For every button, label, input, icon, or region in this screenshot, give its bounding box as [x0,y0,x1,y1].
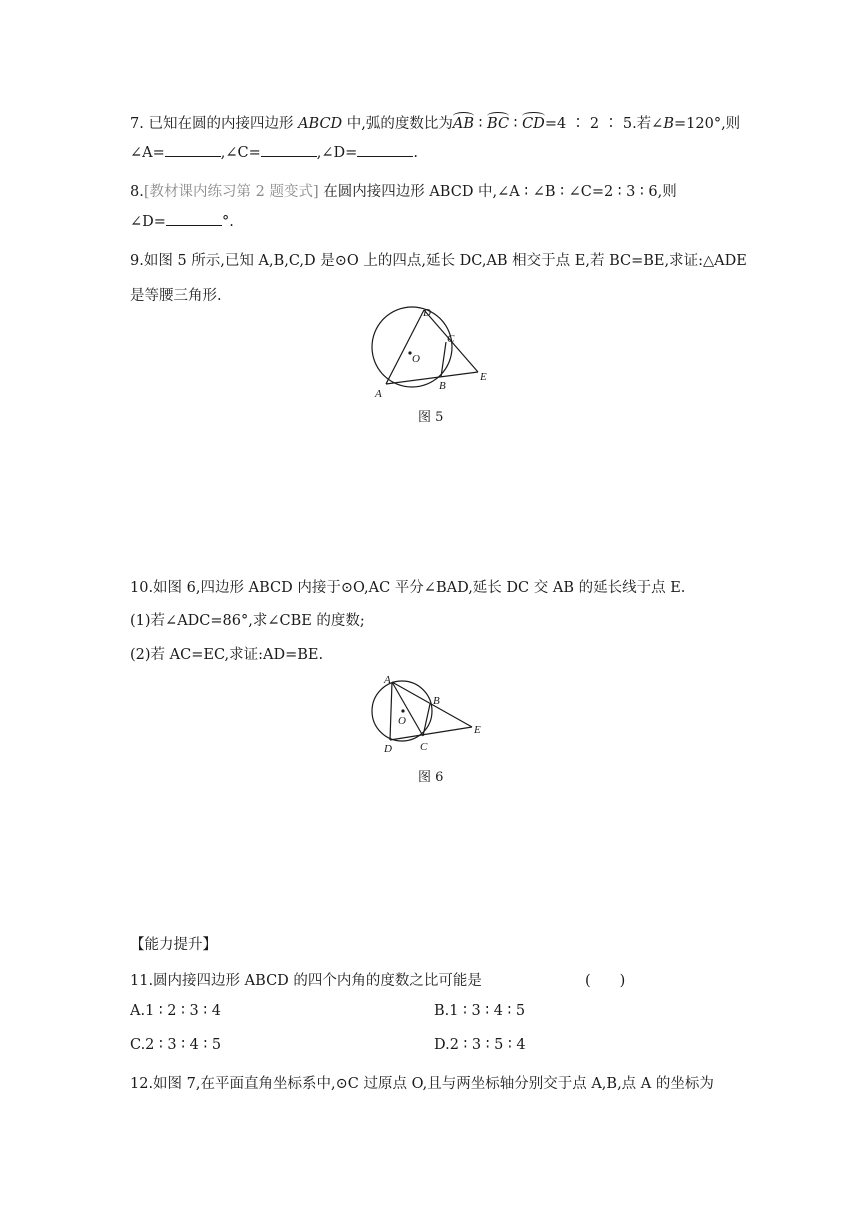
q7-ratio: =4 ∶ 2 ∶ 5.若∠ [544,116,664,132]
figure-5 [362,300,502,402]
textbook-tag: [教材课内练习第 2 题变式] [143,184,319,200]
q7-period: . [413,145,418,161]
label-b: B [439,380,446,392]
answer-blank-d[interactable] [357,146,413,157]
q9-line2: 是等腰三角形. [130,288,222,304]
q7-text-mid: 中,弧的度数比为 [342,116,453,132]
circle-o [372,307,452,387]
ratio-sep: ∶ [474,116,488,132]
arc-cd: CD [522,116,545,132]
label-o: O [412,353,420,365]
figure-6-caption: 图 6 [418,770,444,785]
label-e: E [474,724,481,736]
answer-blank-q8[interactable] [166,215,222,226]
center-dot [401,709,404,712]
q10-part2: (2)若 AC=EC,求证:AD=BE. [130,647,324,663]
q7-label-d: ,∠D= [316,145,358,161]
answer-blank-a[interactable] [165,146,221,157]
label-d: D [423,307,431,319]
q10-part1: (1)若∠ADC=86°,求∠CBE 的度数; [130,613,365,629]
q12-line1: 12.如图 7,在平面直角坐标系中,⊙C 过原点 O,且与两坐标轴分别交于点 A,B,点 A 的坐标为 [130,1076,714,1092]
label-c: C [420,741,428,753]
q8-number: 8. [130,184,144,200]
segment-bc [423,704,430,736]
q7-text-end: =120°,则 [674,116,741,132]
label-b: B [433,695,440,707]
q8-label-d: ∠D= [130,214,166,230]
ratio-sep: ∶ [509,116,523,132]
label-e: E [480,371,487,383]
q9-line1: 9.如图 5 所示,已知 A,B,C,D 是⊙O 上的四点,延长 DC,AB 相交于点 E,若 BC=BE,求证:△ADE [130,253,747,269]
option-d[interactable]: D.2 ∶ 3 ∶ 5 ∶ 4 [434,1037,526,1053]
q8-text: 在圆内接四边形 ABCD 中,∠A ∶ ∠B ∶ ∠C=2 ∶ 3 ∶ 6,则 [318,184,677,200]
figure-6 [366,671,496,757]
q8-degree: °. [221,214,234,230]
answer-paren[interactable]: ( ) [585,973,626,989]
q7-label-a: ∠A= [130,145,165,161]
segment-de [390,727,472,740]
label-a: A [375,388,382,400]
segment-ad [386,310,424,384]
label-d: D [384,743,392,755]
q10-line1: 10.如图 6,四边形 ABCD 内接于⊙O,AC 平分∠BAD,延长 DC 交 AB 的延长线于点 E. [130,580,686,596]
figure-5-caption: 图 5 [418,410,444,425]
q7-label-c: ,∠C= [220,145,261,161]
label-c: C [447,333,455,345]
q7-quad: ABCD [298,116,343,132]
q8-line1 [130,180,677,201]
answer-blank-c[interactable] [261,146,317,157]
label-a: A [384,674,391,686]
segment-ad [390,682,392,740]
option-c[interactable]: C.2 ∶ 3 ∶ 4 ∶ 5 [130,1037,222,1053]
q7-text: 7. 已知在圆的内接四边形 [130,116,299,132]
q8-line2 [130,214,234,230]
option-a[interactable]: A.1 ∶ 2 ∶ 3 ∶ 4 [130,1003,221,1019]
label-o: O [398,715,406,727]
q11-stem: 11.圆内接四边形 ABCD 的四个内角的度数之比可能是 [130,973,482,989]
arc-ab: AB [452,116,475,132]
q7-line2 [130,145,418,161]
q7-line1 [130,112,740,133]
q7-angle-b: B [663,116,674,132]
section-title: 【能力提升】 [130,937,217,953]
arc-bc: BC [487,116,510,132]
option-b[interactable]: B.1 ∶ 3 ∶ 4 ∶ 5 [434,1003,526,1019]
